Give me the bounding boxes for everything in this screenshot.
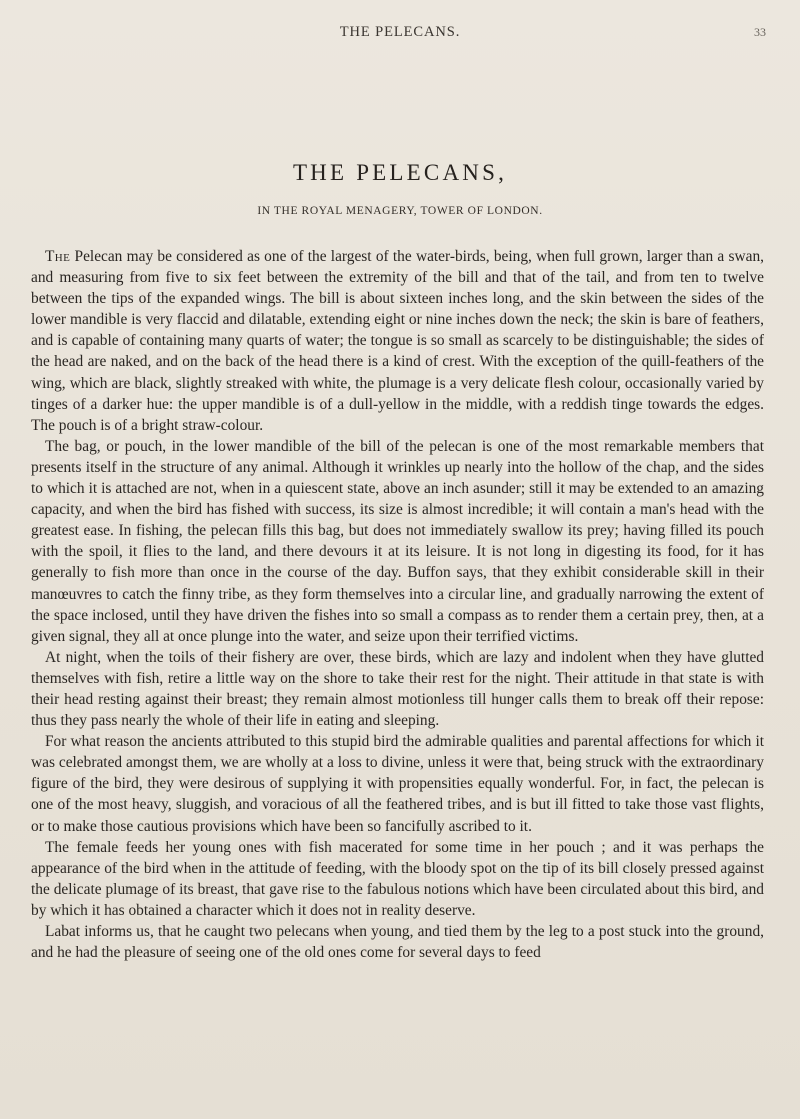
paragraph-4: For what reason the ancients attributed to this stupid bird the admirable qualities and parental affections for which it was celebrated amongst them, we are wholly at a loss to divine, unless it were that, being struck with the extraordinary figure of the bird, they were desirous of supplying it with propensities equally wonderful. For, in fact, the pelecan is one of the most heavy, sluggish, and voracious of all the feathered tribes, and is but ill fitted to take those vast flights, or to make those cautious provisions which have been so fancifully ascribed to it. <box>31 733 764 835</box>
running-head: THE PELECANS. <box>339 24 461 40</box>
paragraph-6: Labat informs us, that he caught two pelecans when young, and tied them by the leg to a post stuck into the ground, and he had the pleasure of seeing one of the old ones come for several days to feed <box>31 923 764 962</box>
paragraph-2: The bag, or pouch, in the lower mandible of the bill of the pelecan is one of the most remarkable members that presents itself in the structure of any animal. Although it wrinkles up nearly into the hollow of the chap, and the sides to which it is attached are not, when in a quiescent state, above an inch asunder; still it may be extended to an amazing capacity, and when the bird has fished with success, its size is almost incredible; it will contain a man's head with the greatest ease. In fishing, the pelecan fills this bag, but does not immediately swallow its prey; having filled its pouch with the spoil, it flies to the land, and there devours it at its leisure. It is not long in digesting its food, for it has generally to fish more than once in the course of the day. Buffon says, that they exhibit considerable skill in their manœuvres to catch the finny tribe, as they form themselves into a circular line, and gradually narrowing the extent of the space inclosed, until they have driven the fishes into so small a compass as to render them a certain prey, then, at a given signal, they all at once plunge into the water, and seize upon their terrified victims. <box>31 437 764 645</box>
paragraph-1-text: Pelecan may be considered as one of the largest of the water-birds, being, when full grown, larger than a swan, and measuring from five to six feet between the extremity of the bill and that of the tail, and from ten to twelve between the tips of the expanded wings. The bill is about sixteen inches long, and the skin between the sides of the lower mandible is very flaccid and dilatable, extending eight or nine inches down the neck; the skin is bare of feathers, and is capable of containing many quarts of water; the tongue is so small as scarcely to be distinguishable; the sides of the head are naked, and on the back of the head there is a kind of crest. With the exception of the quill-feathers of the wing, which are black, slightly streaked with white, the plumage is a very delicate flesh colour, occasionally varied by tinges of a darker hue: the upper mandible is of a dull-yellow in the middle, with a reddish tinge towards the edges. The pouch is of a bright straw-colour. <box>31 248 764 434</box>
article-subtitle: IN THE ROYAL MENAGERY, TOWER OF LONDON. <box>257 205 543 217</box>
article-body <box>31 246 764 963</box>
opening-word: The <box>45 248 71 265</box>
article-title: THE PELECANS, <box>292 160 508 185</box>
paragraph-5: The female feeds her young ones with fish macerated for some time in her pouch ; and it was perhaps the appearance of the bird when in the attitude of feeding, with the bloody spot on the tip of its bill closely pressed against the delicate plumage of its breast, that gave rise to the fabulous notions which have been circulated about this bird, and by which it has obtained a character which it does not in reality deserve. <box>31 838 764 919</box>
paragraph-1 <box>31 246 764 436</box>
page-number: 33 <box>754 25 766 39</box>
paragraph-3: At night, when the toils of their fishery are over, these birds, which are lazy and indolent when they have glutted themselves with fish, retire a little way on the shore to take their rest for the night. Their attitude in that state is with their head resting against their breast; they remain almost motionless till hunger calls them to break off their repose: thus they pass nearly the whole of their life in eating and sleeping. <box>31 648 764 730</box>
